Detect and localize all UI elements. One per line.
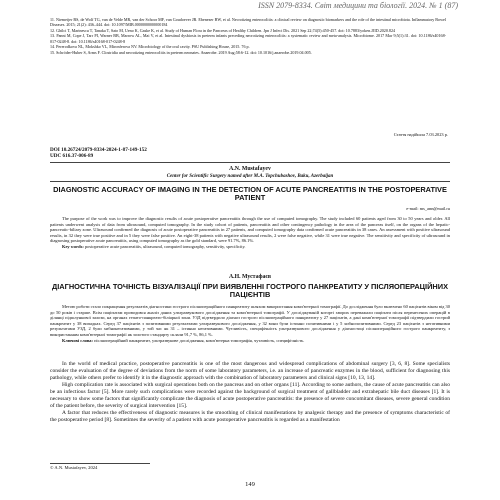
keywords-ua: [50, 338, 450, 344]
keywords-en-text: postoperative acute pancreatitis, ultrasound, computed tomography, sensitivity, specificity.: [84, 243, 246, 249]
affiliation-en: Center for Scientific Surgery named after M.A. Topchubashov, Baku, Azerbaijan: [166, 174, 334, 179]
reference-item: 13. Panni M, Cope J, Tarr PI, Warner BB, Marrow AL, Mai V, et al. Intestinal dysbiosis in preterm infants preceding necrotizing enterocolitis: a systematic review and meta-analysis. Microbiome. 2017 Mar 9;5(1):31. doi: 10.1186/s40168-017-0248-8. doi: 10.1186/s40168-017-0248-8: [50, 33, 446, 44]
keywords-en: [50, 244, 450, 250]
article-body: [50, 361, 450, 424]
keywords-ua-label: Ключові слова:: [62, 337, 93, 343]
udc: UDC 616.37-006-89: [50, 153, 94, 160]
title-en: DIAGNOSTIC ACCURACY OF IMAGING IN THE DETECTION OF ACUTE PANCREATITIS IN THE POSTOPERATIVE PATIENT: [53, 185, 447, 203]
abstract-en-text: The purpose of the work was to improve the diagnostic results of acute postoperative pancreatitis through the use of computed tomography. The study included 60 patients aged from 30 to 50 years and older. All patients underwent analysis of data from ultrasound, computed tomography. In the study cohort of patients, pancreatitis and other contingency pathology in the area of the pancreas itself, on the organs of the hepatic-pancreatic-biliary zone. Ultrasound confirmed the diagnosis of acute postoperative pancreatitis in 27 patients, and computed tomography data confirmed acute pancreatitis in 38 cases. An assessment with positive ultrasound results, in 32 they were true positive and in 5 they were false positive. An eight-38 patients with negative ultrasound results, 2 were false negative, while 31 were true negative. The sensitivity and specificity of ultrasound in diagnosing postoperative acute pancreatitis, using computed tomography as the gold standard, were 91.7%, 86.1%.: [50, 216, 450, 244]
copyright: © A.N. Mustafayev, 2024: [50, 465, 98, 470]
body-paragraph: In the world of medical practice, postoperative pancreatitis is one of the most dangerous and widespread complications of abdominal surgery [3, 6, 8]. Some specialists consider the evaluation of the degree of deviations from the norm of some laboratory parameters, i.e. an increase of pancreatic enzymes in the blood, sufficient for diagnosing this pathology, while others prefer to identify it in the diagnostic approach with the combination of laboratory parameters and clinical signs [10, 13, 14].: [50, 361, 450, 381]
title-ua: ДІАГНОСТИЧНА ТОЧНІСТЬ ВІЗУАЛІЗАЦІЇ ПРИ ВИЯВЛЕННІ ГОСТРОГО ПАНКРЕАТИТУ У ПІСЛЯОПЕРАЦІЙНИХ ПАЦІЄНТІВ: [51, 282, 449, 300]
reference-item: 15. Schröder-Huber S, Arms F. Clostridia and necrotizing enterocolitis in preterm neonates. Anaerobe. 2019 Aug;58:6-12. doi: 10.1016/j.anaerobe.2019.04.005.: [50, 49, 312, 55]
author-ua: А.Н. Мустафаєв: [228, 274, 272, 280]
divider: [50, 162, 450, 163]
reference-item: 14. Pererodkova NL, Mokshko VL, Mironferova NV. Microbiology of the oral cavity. PSU Publishing House, 2015. 76 p.: [50, 44, 250, 50]
abstract-ua: [50, 304, 450, 343]
body-paragraph: High complication rate is associated with surgical operations both on the pancreas and on other organs [11]. According to some authors, the cause of acute pancreatitis can also be an infectious factor [5]. More rarely such complications were recorded against the background of surgical treatment of gallbladder and extrahepatic bile duct diseases [1]. It is necessary to show some factors that significantly complicate the diagnosis of acute postoperative pancreatitis: the presence of severe concomitant diseases, severe general condition of the patient before, the severity of surgical intervention [15].: [50, 381, 450, 409]
reference-item: 11. Niemeijer BS, de Wolf TG, van de Velde MR, van der Schoor MF, van Goudoever JB. Ebenezer BW, et al. Necrotizing enterocolitis: a clinical review on diagnostic biomarkers and the role of the intestinal microbiota. Inflammatory Bowel Diseases. 2015; 21(2): 436–444. doi: 10.1097/MIB.0000000000000184: [50, 17, 446, 28]
abstract-ua-text: Метою роботи стало покращення результатів діагностики гострого післяопераційного панкреатиту шляхом використання комп'ютерної томографії. До дослідження було включено 60 пацієнтів віком від 30 до 50 років і старше. Всім пацієнтам проводився аналіз даних ультразвукового дослідження та комп'ютерної томографії. У досліджуваній когорті хворих переважали пацієнти після перенесених операцій в ділянці підшлункової залози, на органах гепато-панкреато-біліарної зони. УЗД підтвердило діагноз гострого післяопераційного панкреатиту у 27 пацієнтів, а дані комп'ютерної томографії підтвердили гострий панкреатит у 38 випадках. Серед 37 пацієнтів з позитивними результатами ультразвукового дослідження, у 32 вони були істинно позитивними і у 5 хибнопозитивними. Серед 23 пацієнтів з негативними результатами УЗД, 2 були хибнонегативними, у той час як 31 – істинно негативними. Чутливість, специфічність ультразвукового дослідження у діагностиці післяопераційного гострого панкреатиту, з використанням комп'ютерної томографії як золотого стандарту склали 91,7 %, 86,1 %.: [50, 304, 450, 337]
reference-list: [50, 17, 446, 55]
body-paragraph: A factor that reduces the effectiveness of diagnostic measures is the smoothing of clinical manifestations by analgesic therapy and the presence of symptoms characteristic of the postoperative period [8]. Sometimes the severity of a patient with acute postoperative pancreatitis is regarded as a manifestation: [50, 409, 450, 423]
page-number: 149: [245, 481, 255, 488]
abstract-en: [50, 216, 450, 250]
doi: DOI 10.26724/2079-8334-2024-1-87-149-152: [50, 147, 147, 153]
journal-header: ISSN 2079-8334. Світ медицини та біології. 2024. № 1 (87): [258, 1, 458, 10]
divider: [50, 181, 450, 182]
reference-item: 12. Ghilci T, Marinescu T, Tanaka T, Sato M, Ueno K, Gaske K, et al. Study of Human Flora in the Pancreas of Healthy Children. Jpn J Infect Dis. 2021 Sep 22;74(5):450-457. doi: 10.7883/yoken.JJID.2020.824: [50, 27, 396, 33]
article-identifiers: [50, 147, 147, 160]
author-en: A.N. Mustafayev: [229, 166, 271, 172]
keywords-ua-text: післяопераційний панкреатит, ультразвукове дослідження, комп'ютерна томографія, чутливість, специфічність.: [94, 337, 305, 343]
author-email: e-mail: ms_ann@mail.ru: [406, 206, 450, 211]
keywords-en-label: Key words:: [62, 243, 84, 249]
received-date: Стаття надійшла 7.03.2023 р.: [393, 132, 448, 137]
footnote-divider: [50, 463, 150, 464]
